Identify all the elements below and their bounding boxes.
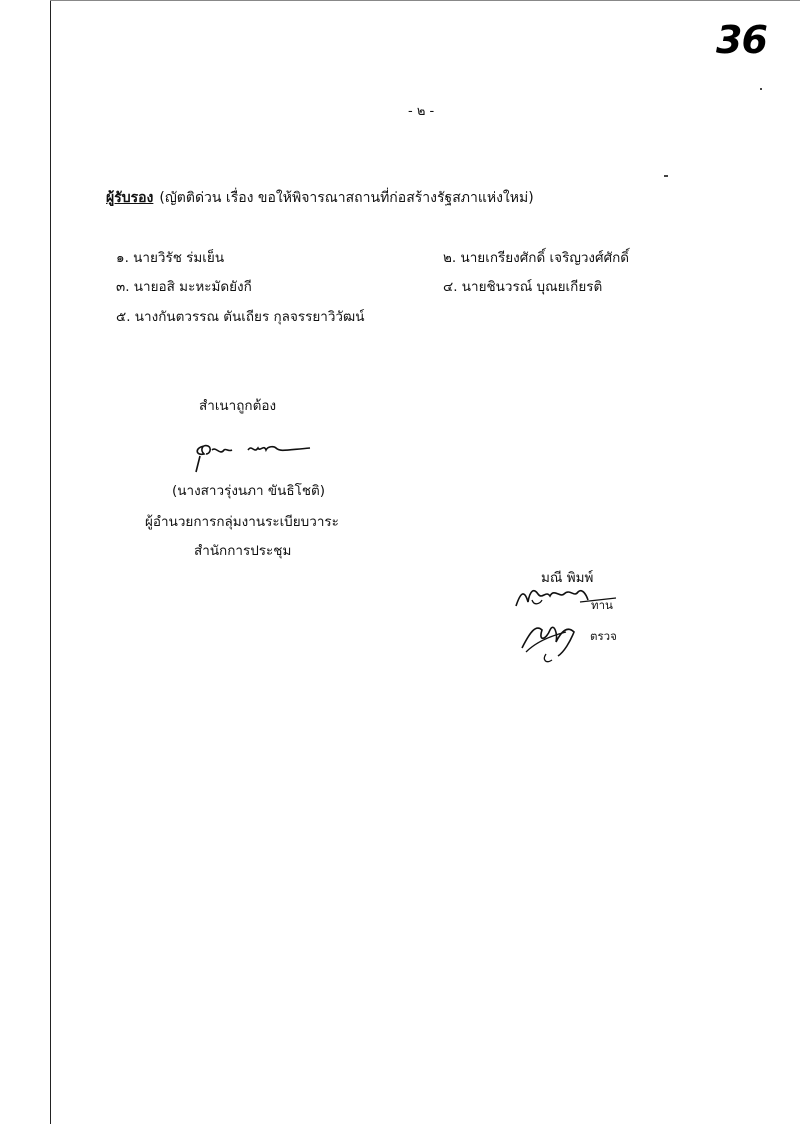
page-left-border bbox=[50, 0, 51, 1124]
certifier-office: สำนักการประชุม bbox=[194, 543, 292, 559]
page-number: - ๒ - bbox=[408, 104, 435, 119]
handwritten-page-number: 36 bbox=[716, 18, 767, 62]
heading bbox=[106, 187, 534, 209]
heading-text: (ญัตติด่วน เรื่อง ขอให้พิจารณาสถานที่ก่อสร้างรัฐสภาแห่งใหม่) bbox=[159, 190, 534, 206]
scan-speck bbox=[664, 175, 668, 177]
page-top-border bbox=[50, 0, 800, 1]
signatory-4: ๔. นายชินวรณ์ บุณยเกียรติ bbox=[443, 279, 603, 295]
certification-statement: สำเนาถูกต้อง bbox=[199, 398, 277, 414]
typist-role-review: ทาน bbox=[591, 598, 613, 612]
scan-speck bbox=[760, 88, 762, 90]
typist-role-check: ตรวจ bbox=[590, 629, 617, 643]
heading-label: ผู้รับรอง bbox=[106, 190, 154, 206]
signatory-5: ๕. นางกันตวรรณ ตันเถียร กุลจรรยาวิวัฒน์ bbox=[116, 309, 365, 325]
certifier-name: (นางสาวรุ่งนภา ขันธิโชติ) bbox=[172, 483, 326, 499]
signatory-1: ๑. นายวิรัช ร่มเย็น bbox=[116, 250, 225, 266]
typist-name: มณี พิมพ์ bbox=[541, 570, 594, 586]
signatory-2: ๒. นายเกรียงศักดิ์ เจริญวงศ์ศักดิ์ bbox=[443, 250, 630, 266]
signatory-3: ๓. นายอสิ มะหะมัดยังกี bbox=[116, 279, 252, 295]
checker-signature bbox=[516, 612, 592, 666]
certifier-title: ผู้อำนวยการกลุ่มงานระเบียบวาระ bbox=[145, 514, 339, 530]
certifier-signature bbox=[190, 434, 320, 474]
